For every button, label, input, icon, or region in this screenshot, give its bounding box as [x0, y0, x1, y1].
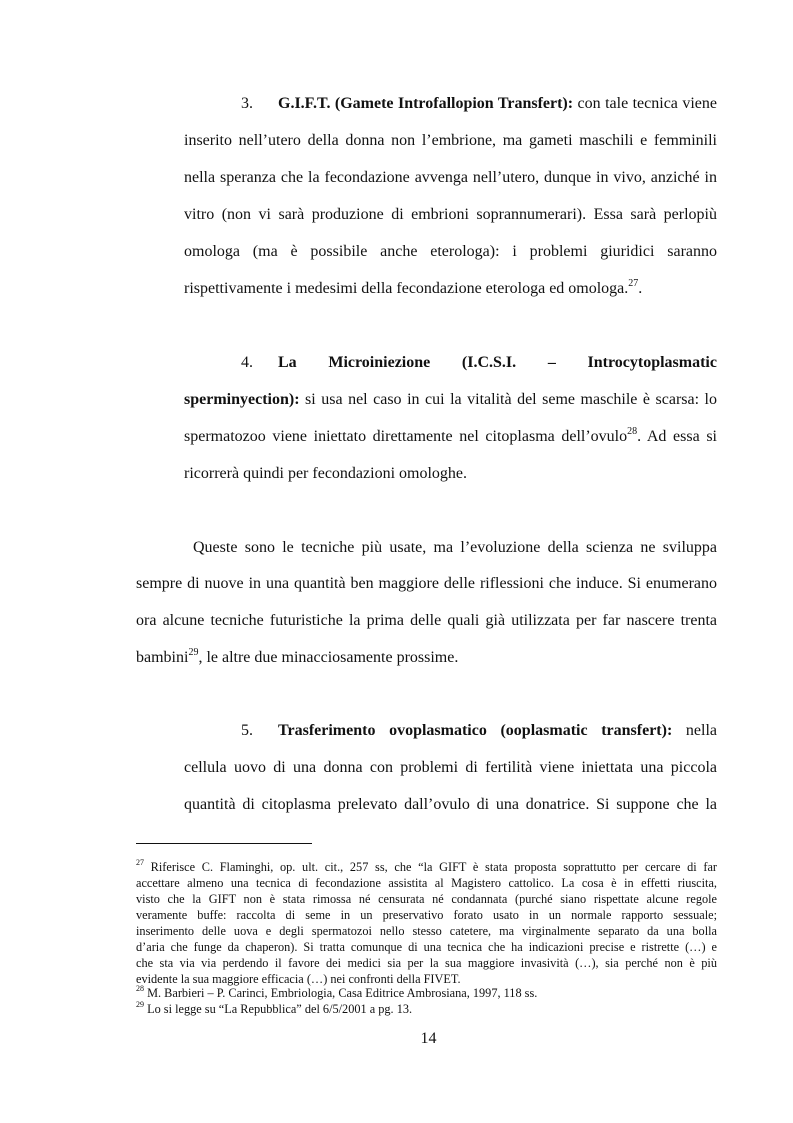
paragraph-line: bambini$^{29}$, le altre due minacciosamente prossime. — [136, 646, 459, 666]
page-number: 14 — [420, 1030, 437, 1047]
item-first-line: Trasferimento ovoplasmatico (ooplasmatic transfert): nella — [278, 722, 718, 739]
footnote-mark: 29 — [136, 999, 144, 1009]
item-number: 3. — [241, 95, 253, 112]
paragraph-line: sempre di nuove in una quantità ben maggiore delle riflessioni che induce. Si enumerano — [136, 575, 717, 592]
footnote-line: veramente buffe: raccolta di seme in un preservativo forato usato in un normale rapporto sessuale; — [136, 908, 717, 922]
item-title: G.I.F.T. (Gamete Introfallopion Transfert): — [278, 95, 574, 112]
footnote-line: accettare almeno una tecnica di fecondazione assistita al Magistero cattolico. La cosa è in effetti riuscita, — [136, 876, 717, 890]
item-line: inserito nell’utero della donna non l’embrione, ma gameti maschili e femminili — [184, 132, 717, 149]
item-line: rispettivamente i medesimi della fecondazione eterologa ed omologa.$^{27}$. — [184, 277, 643, 297]
footnote-separator — [136, 843, 312, 844]
footnote-line: d’aria che funge da chaperon). Si tratta comunque di una tecnica che ha indicazioni precise e ristrette (…) e — [136, 940, 717, 954]
item-line: quantità di citoplasma prelevato dall’ovulo di una donatrice. Si suppone che la — [184, 796, 717, 813]
item-number: 5. — [241, 722, 253, 739]
footnote-line: visto che la GIFT non è stata rimossa né censurata né condannata (purché siano rispettate alcune regole — [136, 892, 717, 906]
footnote-ref-28[interactable]: 28 — [627, 425, 638, 437]
footnote-mark: 27 — [136, 857, 144, 867]
footnote-28: $^{28}$ M. Barbieri – P. Carinci, Embriologia, Casa Editrice Ambrosiana, 1997, 118 ss. — [136, 983, 538, 1000]
footnote-mark: 28 — [136, 983, 144, 993]
item-line: spermatozoo viene iniettato direttamente nel citoplasma dell’ovulo$^{28}$. Ad essa si — [184, 425, 718, 445]
footnote-line: inserimento delle uova e degli spermatozoi nello stesso catetere, ma virginalmente separato da una bolla — [136, 924, 717, 938]
item-line: omologa (ma è possibile anche eterologa): i problemi giuridici saranno — [184, 243, 717, 260]
footnote-line: $^{27}$ Riferisce C. Flaminghi, op. ult. cit., 257 ss, che “la GIFT è stata proposta soprattutto per cercare di far — [136, 857, 717, 874]
footnote-line: evidente la sua maggiore efficacia (…) nei confronti della FIVET. — [136, 972, 461, 986]
item-title: La Microiniezione (I.C.S.I. – Introcytoplasmatic — [278, 354, 717, 371]
item-line: ricorrerà quindi per fecondazioni omologhe. — [184, 465, 467, 482]
item-line: sperminyection): si usa nel caso in cui la vitalità del seme maschile è scarsa: lo — [184, 391, 717, 408]
item-number: 4. — [241, 354, 253, 371]
item-line: cellula uovo di una donna con problemi di fertilità viene iniettata una piccola — [184, 759, 717, 776]
footnote-ref-29[interactable]: 29 — [188, 646, 199, 658]
footnote-ref-27[interactable]: 27 — [628, 277, 639, 289]
item-title-continued: sperminyection): — [184, 391, 300, 408]
footnote-line: che sta via via perdendo il favore dei medici sia per la sua maggiore invasività (…), sia perché non è più — [136, 956, 717, 970]
item-first-line: G.I.F.T. (Gamete Introfallopion Transfert): con tale tecnica viene — [278, 95, 718, 112]
item-line: vitro (non vi sarà produzione di embrioni soprannumerari). Essa sarà perlopiù — [184, 206, 717, 223]
paragraph-line: Queste sono le tecniche più usate, ma l’evoluzione della scienza ne sviluppa — [193, 539, 717, 556]
item-line: nella speranza che la fecondazione avvenga nell’utero, dunque in vivo, anziché in — [184, 169, 717, 186]
footnote-29: $^{29}$ Lo si legge su “La Repubblica” del 6/5/2001 a pg. 13. — [136, 999, 413, 1016]
item-title: Trasferimento ovoplasmatico (ooplasmatic transfert): — [278, 722, 673, 739]
paragraph-line: ora alcune tecniche futuristiche la prima delle quali già utilizzata per far nascere trenta — [136, 612, 717, 629]
